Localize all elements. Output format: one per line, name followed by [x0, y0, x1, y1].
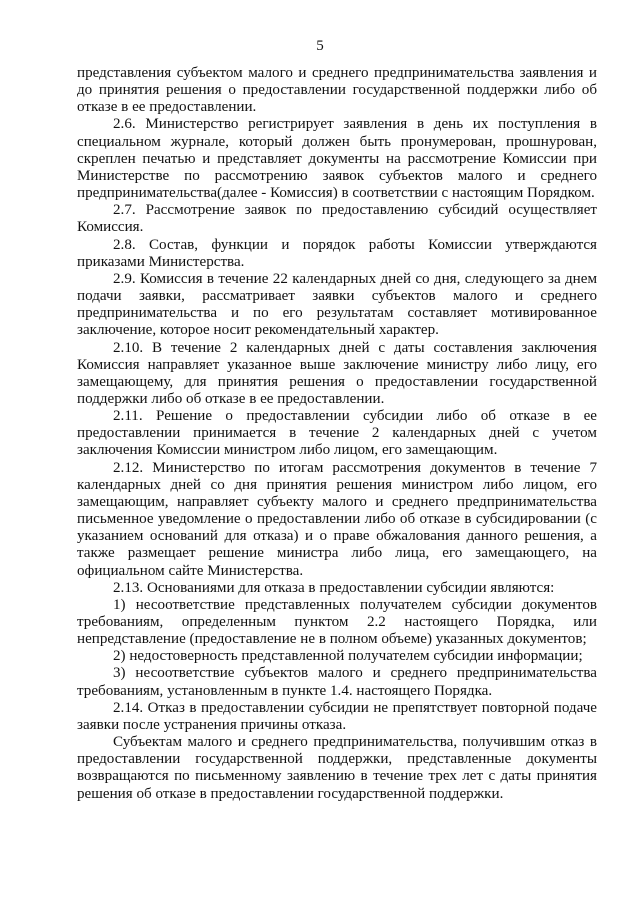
paragraph-final: Субъектам малого и среднего предпринимательства, получившим отказ в предоставлении государственной поддержки, представленные документы возвращаются по письменному заявлению в течение трех лет с даты принятия решения об отказе в предоставлении государственной поддержки. — [77, 734, 597, 802]
paragraph-2-12: 2.12. Министерство по итогам рассмотрения документов в течение 7 календарных дней со дня принятия решения министром либо лицом, его замещающим, направляет субъекту малого и среднего предпринимательства письменное уведомление о предоставлении либо об отказе в субсидировании (с указанием оснований для отказа) и о праве обжалования данного решения, а также размещает решение министра либо лица, его замещающего, на официальном сайте Министерства. — [77, 459, 597, 579]
paragraph-continuation: представления субъектом малого и среднего предпринимательства заявления и до принятия решения о предоставлении государственной поддержки либо об отказе в ее предоставлении. — [77, 65, 597, 116]
paragraph-2-7: 2.7. Рассмотрение заявок по предоставлению субсидий осуществляет Комиссия. — [77, 202, 597, 236]
paragraph-2-9: 2.9. Комиссия в течение 22 календарных дней со дня, следующего за днем подачи заявки, рассматривает заявки субъектов малого и среднего предпринимательства и по его результатам составляет мотивированное заключение, которое носит рекомендательный характер. — [77, 270, 597, 339]
document-body — [77, 65, 597, 803]
list-item-1: 1) несоответствие представленных получателем субсидии документов требованиям, определенным пунктом 2.2 настоящего Порядка, или непредставление (предоставление не в полном объеме) указанных документов; — [77, 596, 597, 648]
page-number: 5 — [316, 38, 324, 54]
list-item-3: 3) несоответствие субъектов малого и среднего предпринимательства требованиям, установленным в пункте 1.4. настоящего Порядка. — [77, 665, 597, 699]
list-item-2: 2) недостоверность представленной получателем субсидии информации; — [113, 648, 583, 665]
paragraph-2-11: 2.11. Решение о предоставлении субсидии либо об отказе в ее предоставлении принимается в течение 2 календарных дней с учетом заключения Комиссии министром либо лицом, его замещающим. — [77, 408, 597, 459]
paragraph-2-6: 2.6. Министерство регистрирует заявления в день их поступления в специальном журнале, который должен быть пронумерован, прошнурован, скреплен печатью и представляет документы на рассмотрение Комиссии при Министерстве по рассмотрению заявок субъектов малого и среднего предпринимательства(далее - Комиссия) в соответствии с настоящим Порядком. — [77, 116, 597, 202]
paragraph-2-10: 2.10. В течение 2 календарных дней с даты составления заключения Комиссия направляет указанное выше заключение министру либо лицу, его замещающему, для принятия решения о предоставлении государственной поддержки либо об отказе в ее предоставлении. — [77, 339, 597, 407]
paragraph-2-8: 2.8. Состав, функции и порядок работы Комиссии утверждаются приказами Министерства. — [77, 236, 597, 270]
paragraph-2-14: 2.14. Отказ в предоставлении субсидии не препятствует повторной подаче заявки после устранения причины отказа. — [77, 699, 597, 733]
paragraph-2-13: 2.13. Основаниями для отказа в предоставлении субсидии являются: — [113, 579, 555, 596]
